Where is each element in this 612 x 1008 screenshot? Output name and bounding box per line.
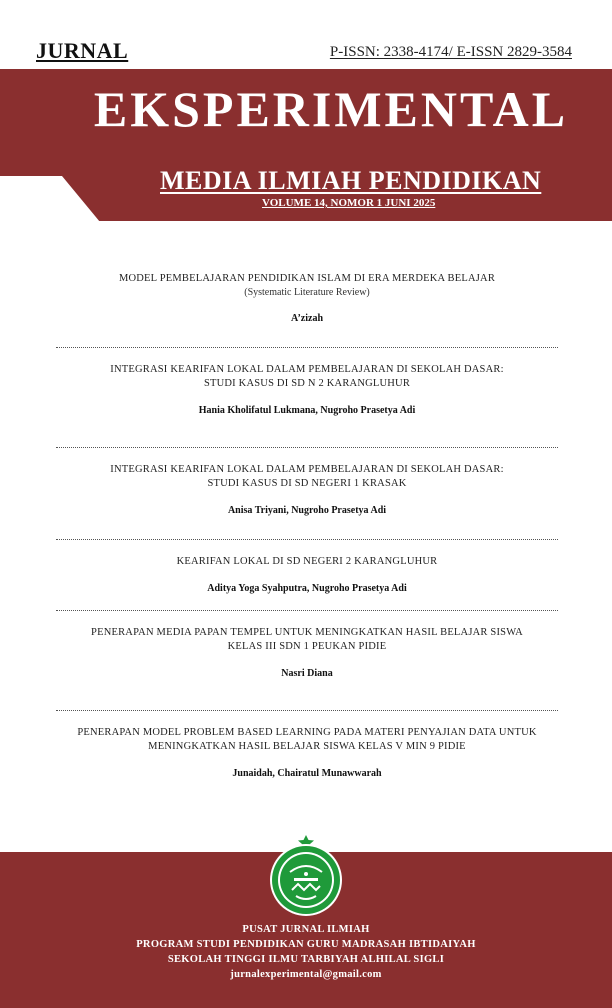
divider xyxy=(56,347,558,348)
article-title: INTEGRASI KEARIFAN LOKAL DALAM PEMBELAJARAN DI SEKOLAH DASAR: xyxy=(110,464,504,475)
journal-title: EKSPERIMENTAL xyxy=(93,81,569,137)
article-4[interactable] xyxy=(56,555,558,594)
article-title: INTEGRASI KEARIFAN LOKAL DALAM PEMBELAJARAN DI SEKOLAH DASAR: xyxy=(110,364,504,375)
divider xyxy=(56,447,558,448)
divider xyxy=(56,539,558,540)
article-authors: Anisa Triyani, Nugroho Prasetya Adi xyxy=(227,505,387,516)
volume-info: VOLUME 14, NOMOR 1 JUNI 2025 xyxy=(262,197,436,209)
article-title-line2: STUDI KASUS DI SD NEGERI 1 KRASAK xyxy=(207,478,407,489)
footer-text xyxy=(0,922,612,982)
issn-text: P-ISSN: 2338-4174/ E-ISSN 2829-3584 xyxy=(329,44,572,60)
article-authors: A’zizah xyxy=(290,313,324,324)
article-title-line2: STUDI KASUS DI SD N 2 KARANGLUHUR xyxy=(203,378,411,389)
article-title: PENERAPAN MEDIA PAPAN TEMPEL UNTUK MENINGKATKAN HASIL BELAJAR SISWA xyxy=(91,627,523,638)
article-title-line2: MENINGKATKAN HASIL BELAJAR SISWA KELAS V MIN 9 PIDIE xyxy=(148,741,466,752)
footer-line2: PROGRAM STUDI PENDIDIKAN GURU MADRASAH IBTIDAIYAH xyxy=(136,939,476,950)
article-3[interactable] xyxy=(56,463,558,516)
article-title: MODEL PEMBELAJARAN PENDIDIKAN ISLAM DI ERA MERDEKA BELAJAR xyxy=(118,273,496,284)
article-5[interactable] xyxy=(56,626,558,679)
footer-line1: PUSAT JURNAL ILMIAH xyxy=(242,924,370,935)
article-authors: Hania Kholifatul Lukmana, Nugroho Prasetya Adi xyxy=(198,405,416,416)
divider xyxy=(56,610,558,611)
article-title: PENERAPAN MODEL PROBLEM BASED LEARNING PADA MATERI PENYAJIAN DATA UNTUK xyxy=(77,727,537,738)
journal-label: JURNAL xyxy=(36,38,129,63)
divider xyxy=(56,710,558,711)
footer-line3: SEKOLAH TINGGI ILMU TARBIYAH ALHILAL SIGLI xyxy=(167,954,445,965)
article-title-line2: KELAS III SDN 1 PEUKAN PIDIE xyxy=(227,641,387,652)
article-subtitle: (Systematic Literature Review) xyxy=(244,287,370,298)
article-title: KEARIFAN LOKAL DI SD NEGERI 2 KARANGLUHUR xyxy=(176,556,438,567)
article-authors: Aditya Yoga Syahputra, Nugroho Prasetya Adi xyxy=(207,583,407,594)
article-authors: Junaidah, Chairatul Munawwarah xyxy=(232,768,382,779)
article-authors: Nasri Diana xyxy=(281,668,333,679)
article-2[interactable] xyxy=(56,363,558,416)
article-6[interactable] xyxy=(56,726,558,779)
institution-seal-icon xyxy=(264,834,348,918)
article-1[interactable] xyxy=(56,272,558,324)
journal-subtitle: MEDIA ILMIAH PENDIDIKAN xyxy=(160,166,542,195)
footer-email[interactable]: jurnalexperimental@gmail.com xyxy=(230,969,382,980)
